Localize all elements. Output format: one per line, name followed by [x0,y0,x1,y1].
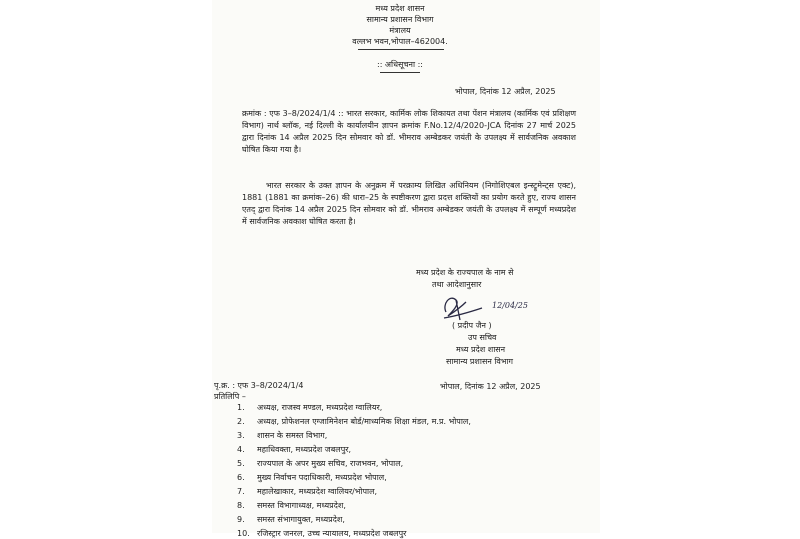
list-item-number: 3. [237,431,245,440]
copy-to-label: प्रतिलिपि – [214,392,246,401]
signatory-designation: उप सचिव [468,333,497,342]
list-item [237,416,471,427]
list-item-text: रजिस्ट्रार जनरल, उच्च न्यायालय, मध्यप्रदेश जबलपुर [257,529,407,538]
list-item-number: 9. [237,515,245,524]
list-item [237,500,346,511]
list-item-text: महालेखाकार, मध्यप्रदेश ग्वालियर/भोपाल, [257,487,378,496]
endorsement-place-date: भोपाल, दिनांक 12 अप्रैल, 2025 [440,382,541,391]
signatory-dept-2: सामान्य प्रशासन विभाग [446,357,514,366]
place-date: भोपाल, दिनांक 12 अप्रैल, 2025 [455,87,556,96]
header-line-2: सामान्य प्रशासन विभाग [366,15,434,24]
list-item-number: 6. [237,473,245,482]
endorsement-ref: पृ.क्र. : एफ 3–8/2024/1/4 [214,381,304,390]
list-item [237,430,327,441]
order-paragraph-1: क्रमांक : एफ 3–8/2024/1/4 :: भारत सरकार, कार्मिक लोक शिकायत तथा पेंशन मंत्रालय (कार्मिक एवं प्रशिक्षण विभाग) नार्थ ब्लॉक, नई दिल्ली के कार्यालयीन ज्ञापन क्रमांक F.No.12/4/2020-JCA दिनांक 27 मार्च 2025 द्वारा दिनांक 14 अप्रैल 2025 दिन सोमवार को डॉ. भीमराव अम्बेडकर जयंती के उपलक्ष्य में सार्वजनिक अवकाश घोषित किया गया है। [242,109,576,154]
list-item [237,472,387,483]
order-paragraph-2: भारत सरकार के उक्त ज्ञापन के अनुक्रम में परक्राम्य लिखित अधिनियम (निगोशिएबल इन्स्ट्रूमेन्ट्स एक्ट), 1881 (1881 का क्रमांक–26) की धारा–25 के स्पष्टीकरण द्वारा प्रदत्त शक्तियों का प्रयोग करते हुए, राज्य शासन एतद् द्वारा दिनांक 14 अप्रैल 2025 दिन सोमवार को डॉ. भीमराव अम्बेडकर जयंती के उपलक्ष्य में सम्पूर्ण मध्यप्रदेश में सार्वजनिक अवकाश घोषित करता है। [242,181,576,226]
governor-name-line: मध्य प्रदेश के राज्यपाल के नाम से [416,268,514,277]
list-item-text: समस्त संभागायुक्त, मध्यप्रदेश, [257,515,345,524]
order-line: तथा आदेशानुसार [432,280,482,289]
notice-title-underline [380,72,420,73]
list-item [237,458,403,469]
signature-image [436,290,546,324]
list-item [237,528,406,539]
notice-title: :: अधिसूचना :: [377,60,423,69]
list-item-number: 7. [237,487,245,496]
header-line-4: वल्लभ भवन,भोपाल–462004. [352,37,448,46]
header-underline [358,49,444,50]
signatory-name: ( प्रदीप जैन ) [452,321,492,330]
header-line-1: मध्य प्रदेश शासन [375,4,425,13]
list-item-text: शासन के समस्त विभाग, [257,431,328,440]
list-item-text: मुख्य निर्वाचन पदाधिकारी, मध्यप्रदेश भोपाल, [257,473,387,482]
list-item-text: महाधिवक्ता, मध्यप्रदेश जबलपुर, [257,445,352,454]
handwritten-date: 12/04/25 [492,301,528,310]
list-item [237,444,351,455]
list-item-text: समस्त विभागाध्यक्ष, मध्यप्रदेश, [257,501,346,510]
list-item-text: अध्यक्ष, प्रोफेशनल एग्जामिनेशन बोर्ड/माध्यमिक शिक्षा मंडल, म.प्र. भोपाल, [257,417,471,426]
signatory-dept-1: मध्य प्रदेश शासन [456,345,506,354]
list-item [237,514,345,525]
list-item-text: अध्यक्ष, राजस्व मण्डल, मध्यप्रदेश ग्वालियर, [257,403,383,412]
list-item-number: 10. [237,529,250,538]
header-line-3: मंत्रालय [389,26,411,35]
list-item [237,486,377,497]
list-item-number: 4. [237,445,245,454]
list-item-number: 5. [237,459,245,468]
list-item-number: 8. [237,501,245,510]
list-item-number: 2. [237,417,245,426]
list-item-number: 1. [237,403,245,412]
list-item [237,402,382,413]
list-item-text: राज्यपाल के अपर मुख्य सचिव, राजभवन, भोपाल, [257,459,404,468]
